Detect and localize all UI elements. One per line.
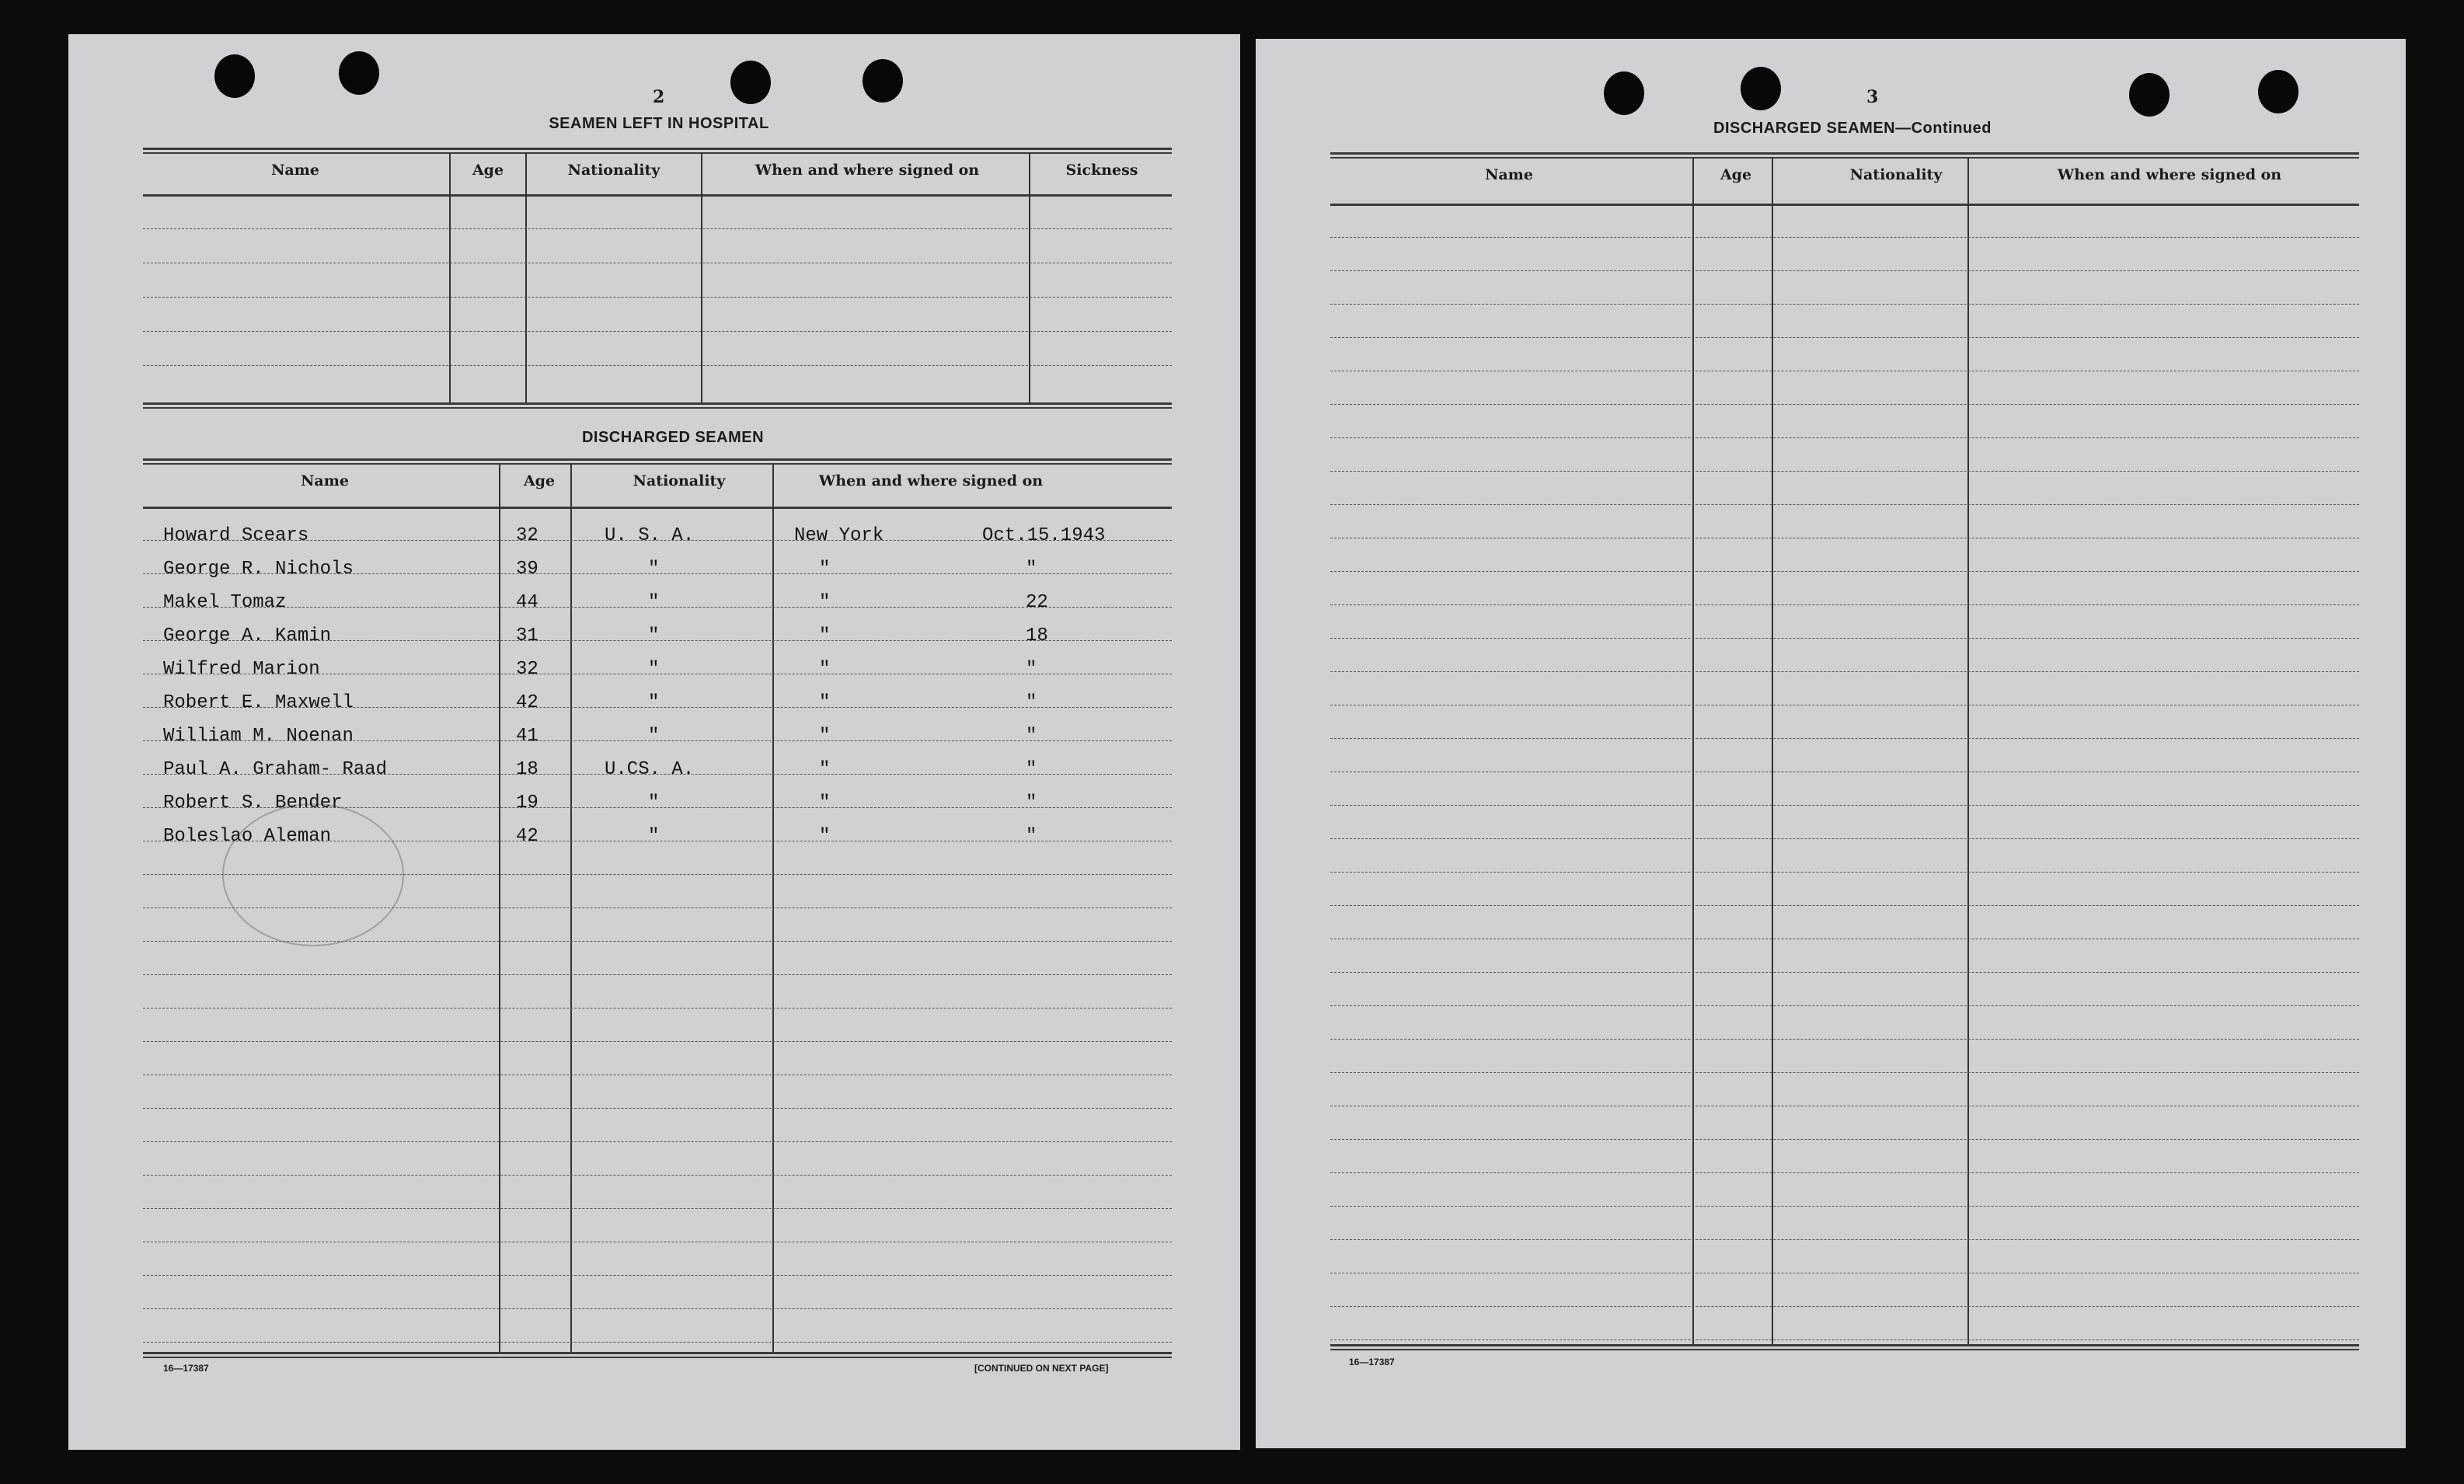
punch-hole — [1604, 71, 1644, 115]
signed-on-date: " — [1026, 826, 1037, 847]
column-header: Nationality — [567, 162, 660, 179]
column-header: Sickness — [1065, 162, 1138, 179]
row-rule — [1330, 805, 2359, 806]
row-rule — [1330, 1306, 2359, 1307]
seaman-nationality: " — [648, 659, 660, 680]
signed-on-place: " — [819, 726, 831, 747]
table-top-rule — [1330, 152, 2359, 155]
signed-on-date: " — [1026, 726, 1037, 747]
row-rule — [1330, 437, 2359, 438]
column-header: When and where signed on — [818, 472, 1044, 489]
row-rule — [1330, 905, 2359, 906]
row-rule — [1330, 1039, 2359, 1040]
column-header: When and where signed on — [2057, 166, 2282, 183]
row-rule — [1330, 471, 2359, 472]
column-header: Age — [472, 162, 504, 179]
signed-on-date: Oct.15.1943 — [982, 525, 1106, 546]
seaman-name: Makel Tomaz — [163, 592, 287, 613]
punch-hole — [2129, 73, 2170, 117]
signed-on-date: " — [1026, 793, 1037, 813]
row-rule — [143, 974, 1172, 975]
row-rule — [1330, 270, 2359, 271]
punch-hole — [214, 54, 255, 98]
row-rule — [1330, 1339, 2359, 1340]
row-rule — [143, 365, 1172, 366]
header-rule — [1330, 204, 2359, 206]
form-number: 16—17387 — [163, 1363, 209, 1374]
row-rule — [1330, 838, 2359, 839]
table-bottom-rule — [143, 402, 1172, 405]
row-rule — [1330, 972, 2359, 973]
row-rule — [1330, 337, 2359, 338]
column-header: Nationality — [633, 472, 726, 489]
page-number: 3 — [1866, 87, 1879, 107]
row-rule — [1330, 571, 2359, 572]
seaman-nationality: U. S. A. — [605, 525, 695, 546]
form-number: 16—17387 — [1349, 1357, 1395, 1367]
row-rule — [143, 941, 1172, 942]
signed-on-place: New York — [794, 525, 884, 546]
punch-hole — [863, 59, 903, 103]
seaman-age: 18 — [516, 759, 538, 780]
row-rule — [1330, 1206, 2359, 1207]
punch-hole — [2258, 70, 2298, 113]
signed-on-date: 22 — [1026, 592, 1048, 613]
signed-on-place: " — [819, 826, 831, 847]
punch-hole — [730, 61, 771, 104]
signed-on-date: " — [1026, 659, 1037, 680]
row-rule — [143, 331, 1172, 332]
header-rule — [143, 507, 1172, 509]
seaman-age: 42 — [516, 826, 538, 847]
row-rule — [1330, 304, 2359, 305]
signed-on-place: " — [819, 759, 831, 780]
row-rule — [143, 1308, 1172, 1309]
column-header: Name — [301, 472, 349, 489]
seaman-name: Paul A. Graham- Raad — [163, 759, 388, 780]
seaman-name: George A. Kamin — [163, 625, 332, 646]
row-rule — [143, 1108, 1172, 1109]
signed-on-place: " — [819, 559, 831, 580]
seaman-name: Wilfred Marion — [163, 659, 320, 680]
punch-hole — [339, 51, 379, 95]
faded-stamp — [222, 803, 404, 946]
row-rule — [1330, 404, 2359, 405]
header-rule — [143, 194, 1172, 197]
signed-on-place: " — [819, 793, 831, 813]
signed-on-place: " — [819, 692, 831, 713]
column-header: Age — [1720, 166, 1752, 183]
row-rule — [143, 1175, 1172, 1176]
seaman-nationality: " — [648, 592, 660, 613]
table-top-rule — [143, 463, 1172, 465]
seaman-name: Robert E. Maxwell — [163, 692, 354, 713]
row-rule — [1330, 1239, 2359, 1240]
right-page — [1256, 39, 2406, 1448]
seaman-age: 44 — [516, 592, 538, 613]
signed-on-date: 18 — [1026, 625, 1048, 646]
seaman-nationality: U.CS. A. — [605, 759, 695, 780]
seaman-age: 41 — [516, 726, 538, 747]
table-bottom-rule — [1330, 1344, 2359, 1346]
seaman-age: 39 — [516, 559, 538, 580]
row-rule — [143, 1208, 1172, 1209]
seaman-nationality: " — [648, 793, 660, 813]
column-header: Name — [1485, 166, 1533, 183]
row-rule — [143, 907, 1172, 908]
hospital-section-title: SEAMEN LEFT IN HOSPITAL — [549, 115, 769, 132]
column-header: Name — [271, 162, 319, 179]
row-rule — [143, 228, 1172, 229]
seaman-name: Howard Scears — [163, 525, 309, 546]
continued-section-title: DISCHARGED SEAMEN—Continued — [1713, 120, 1992, 137]
seaman-nationality: " — [648, 559, 660, 580]
seaman-age: 31 — [516, 625, 538, 646]
signed-on-place: " — [819, 625, 831, 646]
seaman-age: 32 — [516, 525, 538, 546]
row-rule — [1330, 1005, 2359, 1006]
row-rule — [1330, 872, 2359, 873]
row-rule — [143, 874, 1172, 875]
row-rule — [143, 1141, 1172, 1142]
seaman-name: Robert S. Bender — [163, 793, 343, 813]
row-rule — [1330, 1172, 2359, 1173]
signed-on-date: " — [1026, 692, 1037, 713]
signed-on-date: " — [1026, 759, 1037, 780]
signed-on-date: " — [1026, 559, 1037, 580]
row-rule — [143, 1342, 1172, 1343]
table-bottom-rule — [143, 1357, 1172, 1358]
row-rule — [1330, 604, 2359, 605]
row-rule — [1330, 504, 2359, 505]
signed-on-place: " — [819, 592, 831, 613]
table-bottom-rule — [143, 407, 1172, 409]
seaman-nationality: " — [648, 826, 660, 847]
seaman-nationality: " — [648, 692, 660, 713]
row-rule — [1330, 671, 2359, 672]
table-top-rule — [1330, 157, 2359, 159]
column-divider — [1692, 157, 1694, 1344]
page-number: 2 — [653, 87, 665, 107]
column-header: Age — [523, 472, 556, 489]
punch-hole — [1741, 67, 1781, 110]
discharged-section-title: DISCHARGED SEAMEN — [581, 429, 765, 446]
table-bottom-rule — [1330, 1349, 2359, 1350]
row-rule — [1330, 638, 2359, 639]
column-divider — [1772, 157, 1773, 1344]
left-page — [68, 34, 1240, 1450]
seaman-nationality: " — [648, 625, 660, 646]
column-header: When and where signed on — [755, 162, 980, 179]
row-rule — [143, 1275, 1172, 1276]
column-divider — [1967, 157, 1969, 1344]
seaman-age: 42 — [516, 692, 538, 713]
seaman-age: 32 — [516, 659, 538, 680]
seaman-name: Boleslao Aleman — [163, 826, 332, 847]
table-top-rule — [143, 458, 1172, 461]
seaman-name: William M. Noenan — [163, 726, 354, 747]
seaman-name: George R. Nichols — [163, 559, 354, 580]
row-rule — [1330, 1072, 2359, 1073]
column-header: Nationality — [1849, 166, 1943, 183]
table-top-rule — [143, 148, 1172, 150]
table-top-rule — [143, 152, 1172, 154]
row-rule — [1330, 738, 2359, 739]
continued-note: [CONTINUED ON NEXT PAGE] — [974, 1363, 1109, 1374]
signed-on-place: " — [819, 659, 831, 680]
row-rule — [1330, 1139, 2359, 1140]
row-rule — [1330, 237, 2359, 238]
table-bottom-rule — [143, 1352, 1172, 1354]
seaman-age: 19 — [516, 793, 538, 813]
seaman-nationality: " — [648, 726, 660, 747]
row-rule — [143, 297, 1172, 298]
row-rule — [143, 1041, 1172, 1042]
